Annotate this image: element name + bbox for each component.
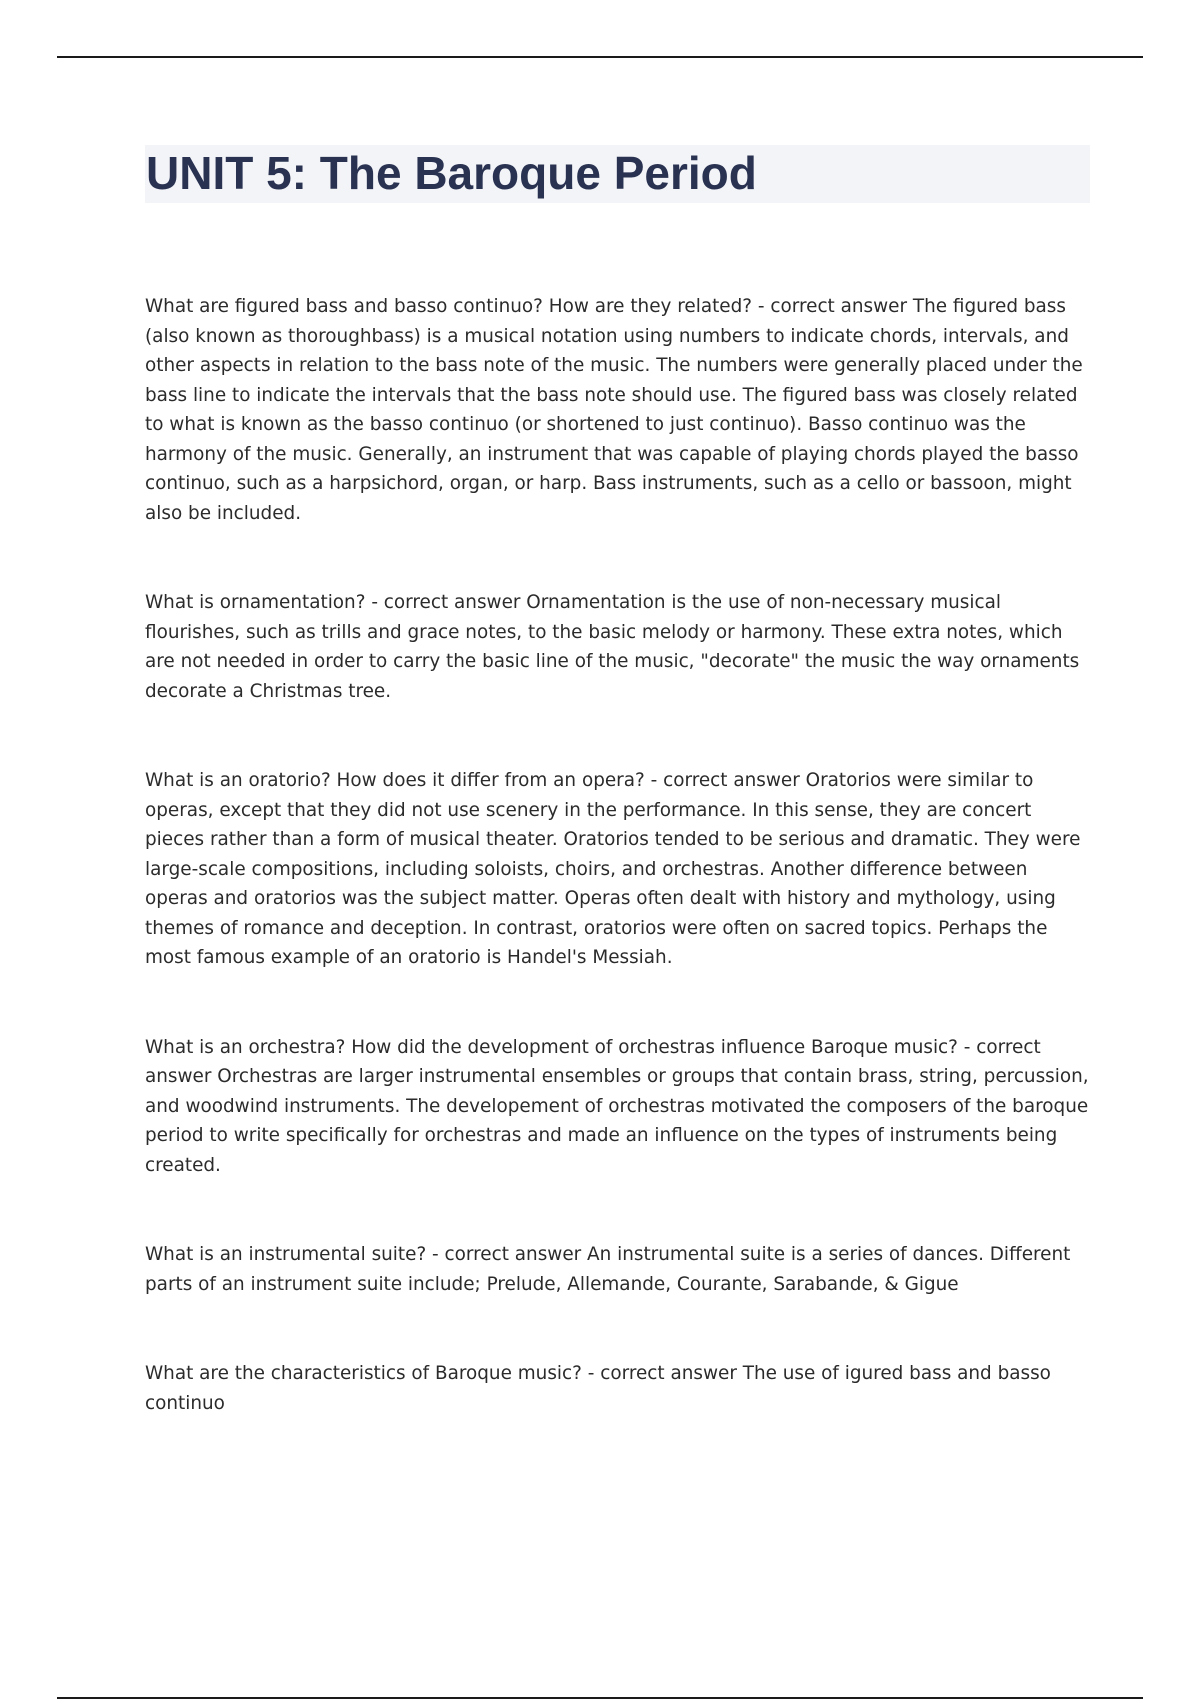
qa-entry-figured-bass: What are figured bass and basso continuo? How are they related? - correct answer The figured bass (also known as thoroughbass) is a musical notation using numbers to indicate chords, intervals, and other aspects in relation to the bass note of the music. The numbers were generally placed under the bass line to indicate the intervals that the bass note should use. The figured bass was closely related to what is known as the basso continuo (or shortened to just continuo). Basso continuo was the harmony of the music. Generally, an instrument that was capable of playing chords played the basso continuo, such as a harpsichord, organ, or harp. Bass instruments, such as a cello or bassoon, might also be included. <box>145 296 1083 524</box>
qa-entry-orchestra: What is an orchestra? How did the development of orchestras influence Baroque music? - correct answer Orchestras are larger instrumental ensembles or groups that contain brass, string, percussion, and woodwind instruments. The developement of orchestras motivated the composers of the baroque period to write specifically for orchestras and made an influence on the types of instruments being created. <box>145 1036 1089 1176</box>
top-rule <box>57 56 1143 58</box>
document-body <box>145 292 1090 1478</box>
qa-entry-ornamentation: What is ornamentation? - correct answer Ornamentation is the use of non-necessary musical flourishes, such as trills and grace notes, to the basic melody or harmony. These extra notes, which are not needed in order to carry the basic line of the music, "decorate" the music the way ornaments decorate a Christmas tree. <box>145 592 1080 702</box>
page-title: UNIT 5: The Baroque Period <box>146 147 757 199</box>
qa-entry-baroque-characteristics: What are the characteristics of Baroque music? - correct answer The use of igured bass and basso continuo <box>145 1363 1051 1414</box>
qa-entry-oratorio: What is an oratorio? How does it differ from an opera? - correct answer Oratorios were similar to operas, except that they did not use scenery in the performance. In this sense, they are concert pieces rather than a form of musical theater. Oratorios tended to be serious and dramatic. They were large-scale compositions, including soloists, choirs, and orchestras. Another difference between operas and oratorios was the subject matter. Operas often dealt with history and mythology, using themes of romance and deception. In contrast, oratorios were often on sacred topics. Perhaps the most famous example of an oratorio is Handel's Messiah. <box>145 770 1081 968</box>
qa-entry-instrumental-suite: What is an instrumental suite? - correct answer An instrumental suite is a series of dances. Different parts of an instrument suite include; Prelude, Allemande, Courante, Sarabande, & Gigue <box>145 1244 1071 1295</box>
bottom-rule <box>57 1697 1143 1699</box>
